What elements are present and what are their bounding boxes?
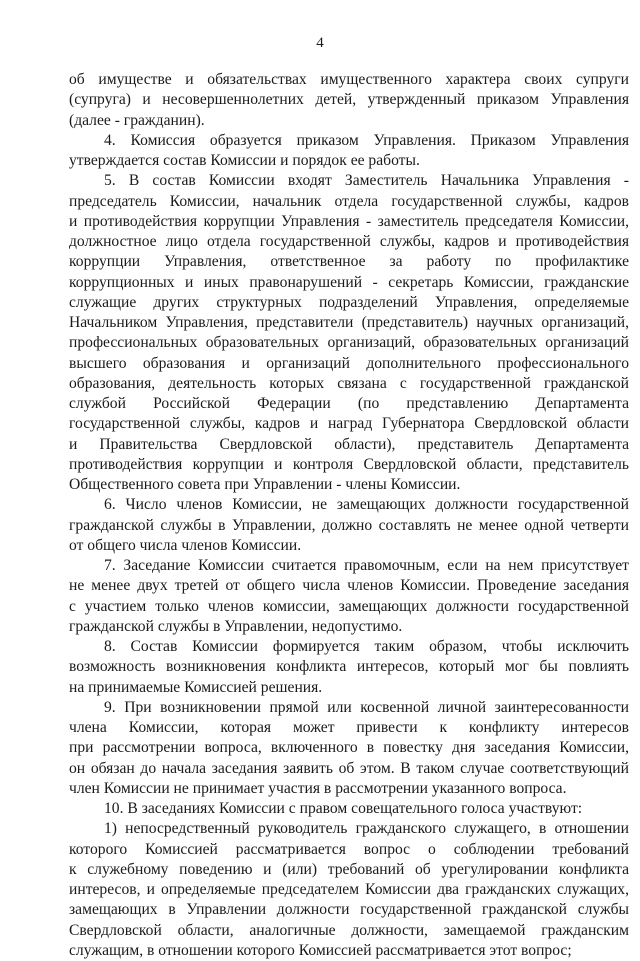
text-line: (далее - гражданин). [69,111,205,129]
text-line: при рассмотрении вопроса, включенного в повестку дня заседания Комиссии, [69,739,629,757]
text-line: председатель Комиссии, начальник отдела государственной службы, кадров [69,192,629,210]
body-text [69,70,629,961]
text-line: которого Комиссией рассматривается вопрос о соблюдении требований [69,840,629,858]
text-line: служащие других структурных подразделений Управления, определяемые [69,293,629,311]
text-line: гражданской службы в Управлении, недопустимо. [69,617,403,635]
text-line: от общего числа членов Комиссии. [69,536,302,554]
text-line: противодействия коррупции и контроля Свердловской области, представитель [69,455,629,473]
text-line: 1) непосредственный руководитель гражданского служащего, в отношении [104,820,629,838]
text-line: с участием только членов комиссии, замещающих должности государственной [69,597,629,615]
text-line: 9. При возникновении прямой или косвенной личной заинтересованности [104,698,629,716]
text-line: 6. Число членов Комиссии, не замещающих должности государственной [104,496,629,514]
text-line: государственной службы, кадров и наград Губернатора Свердловской области [69,415,629,433]
text-line: замещающих в Управлении должности государственной гражданской службы [69,901,629,919]
text-line: (супруга) и несовершеннолетних детей, утвержденный приказом Управления [69,91,629,109]
text-line: и противодействия коррупции Управления - заместитель председателя Комиссии, [69,212,629,230]
text-line: утверждается состав Комиссии и порядок ее работы. [69,152,420,169]
text-line: Начальником Управления, представители (представитель) научных организаций, [69,314,629,331]
text-line: коррупционных и иных правонарушений - секретарь Комиссии, гражданские [69,273,629,291]
text-line: 10. В заседаниях Комиссии с правом совещательного голоса участвуют: [104,800,583,817]
page-number: 4 [316,35,324,51]
text-line: и Правительства Свердловской области), представитель Департамента [69,435,629,453]
text-line: возможность возникновения конфликта интересов, который мог бы повлиять [69,658,629,676]
text-line: должностное лицо отдела государственной службы, кадров и противодействия [69,233,629,250]
text-line: член Комиссии не принимает участия в рассмотрении указанного вопроса. [69,779,567,797]
text-line: не менее двух третей от общего числа членов Комиссии. Проведение заседания [69,577,629,595]
text-line: высшего образования и организаций дополнительного профессионального [69,354,629,372]
text-line: интересов, и определяемые председателем Комиссии два гражданских служащих, [69,881,629,898]
text-line: он обязан до начала заседания заявить об этом. В таком случае соответствующий [69,759,629,777]
text-line: на принимаемые Комиссией решения. [69,678,323,696]
text-line: к служебному поведению и (или) требований об урегулировании конфликта [69,860,629,878]
text-line: коррупции Управления, ответственное за работу по профилактике [69,253,629,271]
text-line: об имуществе и обязательствах имущественного характера своих супруги [69,71,629,88]
text-line: образования, деятельность которых связана с государственной гражданской [69,374,629,392]
text-line: Свердловской области, аналогичные должности, замещаемой гражданским [69,921,629,939]
text-line: гражданской службы в Управлении, должно составлять не менее одной четверти [69,516,629,534]
text-line: Общественного совета при Управлении - члены Комиссии. [69,476,461,493]
text-line: 7. Заседание Комиссии считается правомочным, если на нем присутствует [104,557,629,574]
text-line: 4. Комиссия образуется приказом Управления. Приказом Управления [104,131,629,149]
text-line: служащим, в отношении которого Комиссией рассматривается этот вопрос; [69,941,572,959]
text-line: 8. Состав Комиссии формируется таким образом, чтобы исключить [104,638,629,655]
text-line: профессиональных образовательных организаций, образовательных организаций [69,334,629,352]
text-line: члена Комиссии, которая может привести к конфликту интересов [69,719,629,736]
text-line: службой Российской Федерации (по представлению Департамента [69,395,629,412]
text-line: 5. В состав Комиссии входят Заместитель Начальника Управления - [104,172,629,190]
